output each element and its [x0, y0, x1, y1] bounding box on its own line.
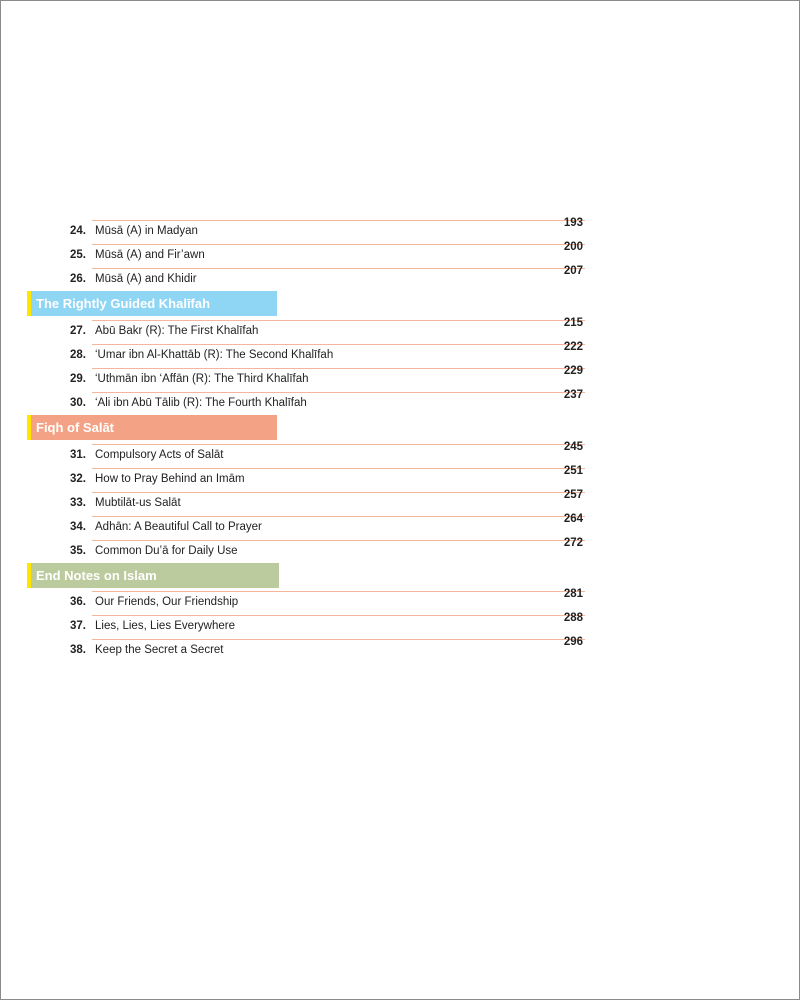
section-accent — [27, 563, 31, 588]
entry-title: Mubtilāt-us Salāt — [95, 497, 181, 509]
entry-page: 288 — [563, 612, 583, 624]
section-title: End Notes on Islam — [36, 568, 157, 583]
entry-number: 35. — [70, 545, 86, 557]
entry-rule — [92, 615, 585, 616]
toc-entry[interactable] — [60, 341, 585, 368]
entry-number: 34. — [70, 521, 86, 533]
entry-page: 237 — [563, 389, 583, 401]
entry-title: Our Friends, Our Friendship — [95, 596, 239, 608]
entry-page: 245 — [563, 441, 583, 453]
entry-rule — [92, 220, 585, 221]
section-accent — [27, 415, 31, 440]
entry-rule — [92, 368, 585, 369]
entry-rule — [92, 392, 585, 393]
toc-entry[interactable] — [60, 441, 585, 468]
entry-title: Keep the Secret a Secret — [95, 644, 224, 656]
entry-title: Mūsā (A) and Khidir — [95, 273, 197, 285]
entry-rule — [92, 268, 585, 269]
entry-title: ‘Uthmān ibn ‘Affān (R): The Third Khalīfah — [95, 373, 309, 385]
entry-number: 38. — [70, 644, 86, 656]
entry-rule — [92, 320, 585, 321]
entry-rule — [92, 516, 585, 517]
entry-number: 30. — [70, 397, 86, 409]
entry-number: 26. — [70, 273, 86, 285]
entry-page: 222 — [563, 341, 583, 353]
entry-rule — [92, 540, 585, 541]
entry-rule — [92, 444, 585, 445]
entry-number: 37. — [70, 620, 86, 632]
toc-entry[interactable] — [60, 241, 585, 268]
entry-title: Mūsā (A) and Fir’awn — [95, 249, 205, 261]
toc-entry[interactable] — [60, 465, 585, 492]
entry-title: Compulsory Acts of Salāt — [95, 449, 224, 461]
section-accent — [27, 291, 31, 316]
section-title: The Rightly Guided Khalīfah — [36, 296, 211, 311]
section-header-fiqh-of-salat — [27, 415, 277, 440]
entry-title: Mūsā (A) in Madyan — [95, 225, 198, 237]
entry-number: 24. — [70, 225, 86, 237]
entry-title: Common Du’ā for Daily Use — [95, 545, 238, 557]
entry-page: 257 — [563, 489, 583, 501]
entry-number: 36. — [70, 596, 86, 608]
toc-entry[interactable] — [60, 612, 585, 639]
entry-title: ‘Ali ibn Abū Tālib (R): The Fourth Khalīfah — [95, 397, 307, 409]
entry-page: 207 — [563, 265, 583, 277]
entry-number: 25. — [70, 249, 86, 261]
entry-rule — [92, 591, 585, 592]
entry-number: 32. — [70, 473, 86, 485]
entry-number: 31. — [70, 449, 86, 461]
section-header-end-notes — [27, 563, 279, 588]
toc-entry[interactable] — [60, 489, 585, 516]
entry-number: 27. — [70, 325, 86, 337]
toc-entry[interactable] — [60, 389, 585, 416]
entry-page: 229 — [563, 365, 583, 377]
entry-page: 264 — [563, 513, 583, 525]
entry-page: 215 — [563, 317, 583, 329]
section-title: Fiqh of Salāt — [36, 420, 114, 435]
entry-rule — [92, 244, 585, 245]
entry-page: 272 — [563, 537, 583, 549]
entry-title: How to Pray Behind an Imām — [95, 473, 245, 485]
entry-page: 296 — [563, 636, 583, 648]
entry-page: 200 — [563, 241, 583, 253]
entry-title: Lies, Lies, Lies Everywhere — [95, 620, 235, 632]
entry-page: 281 — [563, 588, 583, 600]
toc-entry[interactable] — [60, 588, 585, 615]
toc-entry[interactable] — [60, 636, 585, 663]
entry-title: Adhān: A Beautiful Call to Prayer — [95, 521, 262, 533]
toc-entry[interactable] — [60, 317, 585, 344]
toc-entry[interactable] — [60, 365, 585, 392]
entry-rule — [92, 468, 585, 469]
toc-entry[interactable] — [60, 537, 585, 564]
section-header-rightly-guided — [27, 291, 277, 316]
entry-page: 251 — [563, 465, 583, 477]
toc-entry[interactable] — [60, 217, 585, 244]
entry-rule — [92, 344, 585, 345]
entry-number: 33. — [70, 497, 86, 509]
toc-entry[interactable] — [60, 265, 585, 292]
toc-entry[interactable] — [60, 513, 585, 540]
entry-title: Abū Bakr (R): The First Khalīfah — [95, 325, 259, 337]
entry-rule — [92, 492, 585, 493]
entry-number: 29. — [70, 373, 86, 385]
entry-title: ‘Umar ibn Al-Khattāb (R): The Second Khalīfah — [95, 349, 334, 361]
entry-rule — [92, 639, 585, 640]
entry-number: 28. — [70, 349, 86, 361]
entry-page: 193 — [563, 217, 583, 229]
